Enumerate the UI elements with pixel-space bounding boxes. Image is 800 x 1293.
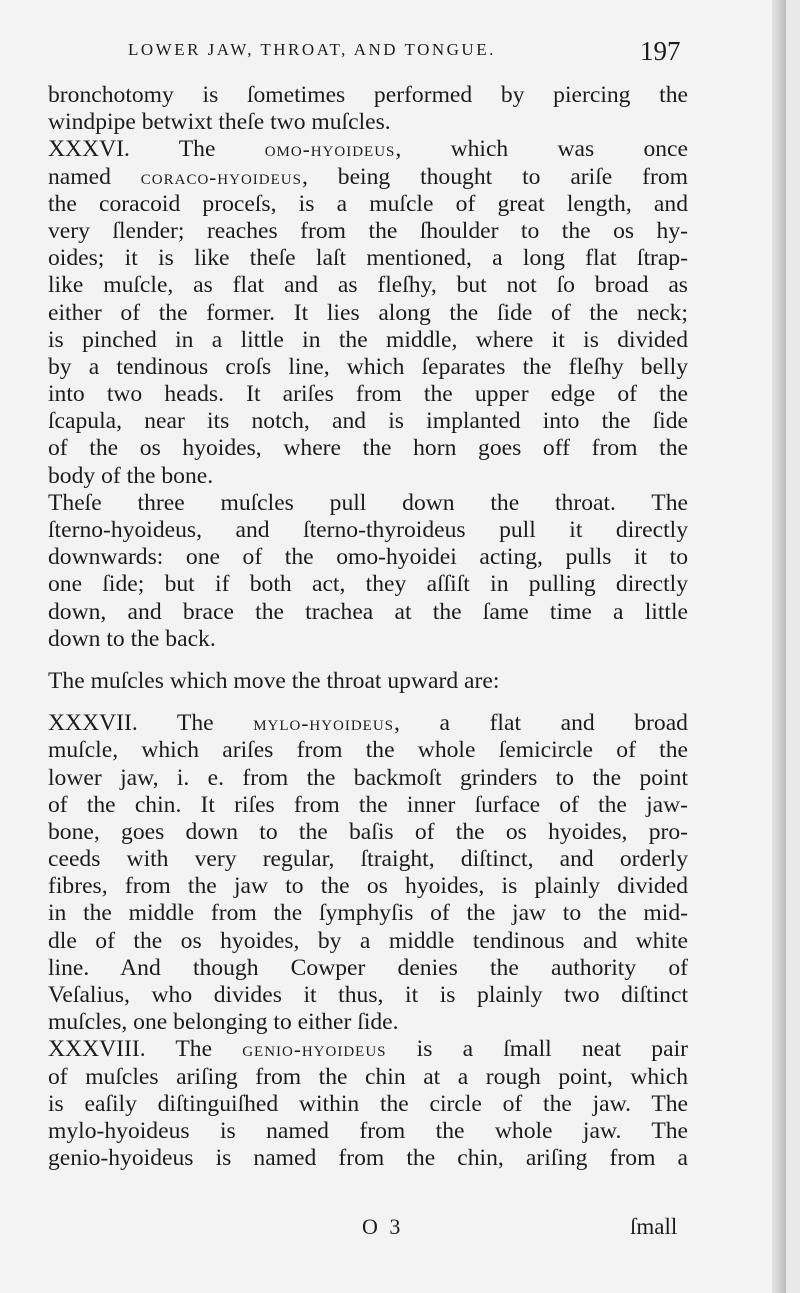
page-header [0,36,786,76]
text-line: very ſlender; reaches from the ſhoulder to the os hy- [48,217,688,244]
muscle-name: mylo-hyoideus [253,711,395,736]
paragraph-gap [48,653,688,668]
text-line: mylo-hyoideus is named from the whole jaw. The [48,1117,688,1144]
running-head: LOWER JAW, THROAT, AND TONGUE. [128,40,496,59]
text-line: ſcapula, near its notch, and is implanted into the ſide [48,408,688,435]
section-number: named [48,163,141,190]
text-line: windpipe betwixt theſe two muſcles. [48,109,391,136]
text-line: is eaſily diſtinguiſhed within the circle of the jaw. The [48,1090,688,1117]
text-line: muſcle, which ariſes from the whole ſemicircle of the [48,737,688,764]
text-line: body of the bone. [48,462,214,489]
catchword: ſmall [630,1214,678,1239]
text-line: oides; it is like theſe laſt mentioned, a long flat ſtrap- [48,245,688,272]
line-text: is a ſmall neat pair [386,1036,688,1063]
text-line: bronchotomy is ſometimes performed by piercing the [48,82,688,108]
text-line: in the middle from the ſymphyſis of the jaw to the mid- [48,900,688,927]
text-line: is pinched in a little in the middle, where it is divided [48,326,688,353]
text-line: into two heads. It ariſes from the upper edge of the [48,381,688,408]
text-line [48,1036,688,1063]
muscle-name: coraco-hyoideus [140,164,302,189]
section-number: XXXVIII. The [48,1036,243,1063]
text-line: Theſe three muſcles pull down the throat. The [48,489,688,516]
line-text: , which was once [395,136,688,163]
text-line [48,136,688,163]
section-number: XXXVII. The [48,710,254,737]
text-line: the coracoid proceſs, is a muſcle of great length, and [48,190,688,217]
muscle-name: genio-hyoideus [242,1037,387,1062]
text-line: like muſcle, as flat and as fleſhy, but not ſo broad as [48,272,688,299]
text-line: of the os hyoides, where the horn goes off from the [48,435,688,462]
text-line: either of the former. It lies along the ſide of the neck; [48,299,688,326]
text-line: of the chin. It riſes from the inner ſurface of the jaw- [48,791,688,818]
section-number: XXXVI. The [48,136,265,163]
page-footer [0,1214,786,1244]
text-line: fibres, from the jaw to the os hyoides, is plainly divided [48,873,688,900]
text-line: bone, goes down to the baſis of the os hyoides, pro- [48,818,688,845]
text-line: dle of the os hyoides, by a middle tendinous and white [48,927,688,954]
text-line [48,710,688,737]
text-line: muſcles, one belonging to either ſide. [48,1009,399,1036]
text-line: one ſide; but if both act, they aſſiſt in pulling directly [48,571,688,598]
text-line: of muſcles ariſing from the chin at a rough point, which [48,1063,688,1090]
text-line: line. And though Cowper denies the authority of [48,954,688,981]
signature-mark: O 3 [362,1214,404,1239]
text-line: down, and brace the trachea at the ſame time a little [48,598,688,625]
text-line [48,164,688,191]
muscle-name: omo-hyoideus [264,137,396,162]
paragraph-gap [48,695,688,710]
text-line: by a tendinous croſs line, which ſeparates the fleſhy belly [48,353,688,380]
line-text: , being thought to ariſe from [301,163,688,190]
text-line: The muſcles which move the throat upward are: [48,667,500,694]
body-text [48,82,688,1172]
page-number: 197 [640,36,681,66]
text-line: ceeds with very regular, ſtraight, diſtinct, and orderly [48,846,688,873]
text-line: downwards: one of the omo-hyoidei acting, pulls it to [48,544,688,571]
text-line: genio-hyoideus is named from the chin, ariſing from a [48,1145,688,1172]
text-line: down to the back. [48,625,216,652]
text-line: ſterno-hyoideus, and ſterno-thyroideus pull it directly [48,517,688,543]
line-text: , a flat and broad [394,710,688,737]
text-line: lower jaw, i. e. from the backmoſt grinders to the point [48,764,688,791]
text-line: Veſalius, who divides it thus, it is plainly two diſtinct [48,982,688,1008]
